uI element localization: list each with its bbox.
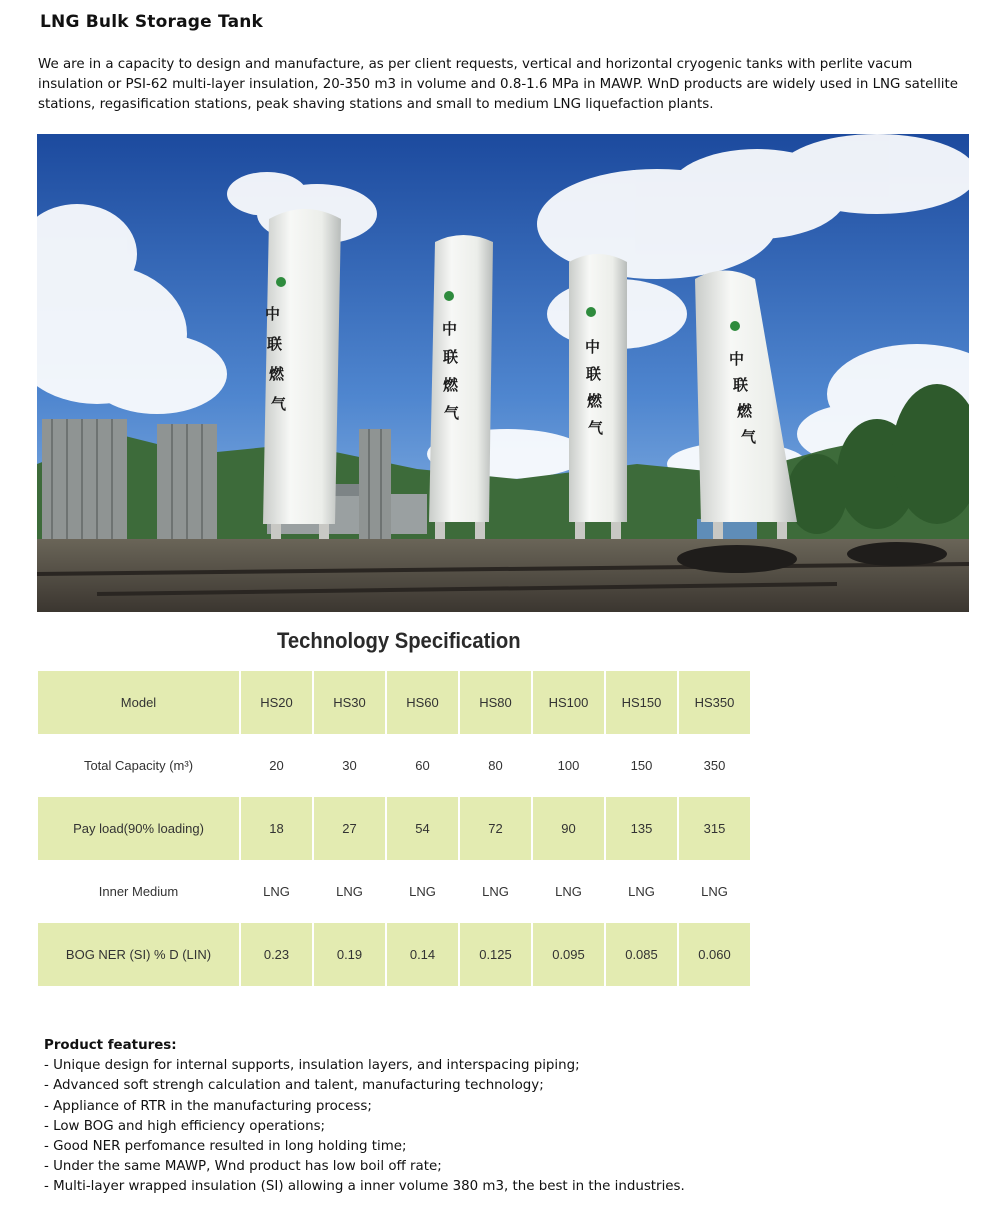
svg-text:燃: 燃 <box>737 402 753 420</box>
cell: 18 <box>241 797 314 860</box>
cell: 60 <box>387 734 460 797</box>
row-label: BOG NER (SI) % D (LIN) <box>38 923 241 986</box>
table-row <box>38 671 750 734</box>
cell: 80 <box>460 734 533 797</box>
list-item: - Multi-layer wrapped insulation (SI) allowing a inner volume 380 m3, the best in the industries. <box>44 1177 944 1197</box>
cell: HS150 <box>606 671 679 734</box>
svg-text:气: 气 <box>741 428 757 446</box>
row-label: Total Capacity (m³) <box>38 734 241 797</box>
cell: LNG <box>241 860 314 923</box>
svg-text:中: 中 <box>442 320 458 338</box>
cell: 0.125 <box>460 923 533 986</box>
svg-text:燃: 燃 <box>269 365 285 383</box>
cell: HS100 <box>533 671 606 734</box>
features-heading: Product features: <box>44 1038 177 1053</box>
table-row <box>38 923 750 986</box>
lng-tanks-photo <box>37 134 969 612</box>
page-title: LNG Bulk Storage Tank <box>40 12 264 32</box>
table-row <box>38 860 750 923</box>
cell: 0.085 <box>606 923 679 986</box>
cell: 100 <box>533 734 606 797</box>
svg-text:联: 联 <box>733 376 749 394</box>
tank-2 <box>429 235 493 544</box>
cell: LNG <box>533 860 606 923</box>
row-label: Inner Medium <box>38 860 241 923</box>
cell: 0.23 <box>241 923 314 986</box>
svg-text:气: 气 <box>588 419 604 437</box>
cell: HS80 <box>460 671 533 734</box>
cell: 0.060 <box>679 923 750 986</box>
spec-table <box>38 671 750 986</box>
list-item: - Unique design for internal supports, insulation layers, and interspacing piping; <box>44 1056 944 1076</box>
svg-text:联: 联 <box>443 348 459 366</box>
cell: 20 <box>241 734 314 797</box>
cell: 0.19 <box>314 923 387 986</box>
cell: 30 <box>314 734 387 797</box>
svg-text:中: 中 <box>585 338 601 356</box>
cell: LNG <box>606 860 679 923</box>
cell: LNG <box>679 860 750 923</box>
svg-text:气: 气 <box>444 404 460 422</box>
cell: 27 <box>314 797 387 860</box>
cell: 72 <box>460 797 533 860</box>
cell: 90 <box>533 797 606 860</box>
intro-paragraph: We are in a capacity to design and manufacture, as per client requests, vertical and horizontal cryogenic tanks with perlite vacum insulation or PSI-62 multi-layer insulation, 20-350 m3 in volume and 0.8-1.6 MPa in MAWP. WnD products are widely used in LNG satellite stations, regasification stations, peak shaving stations and small to medium LNG liquefaction plants. <box>38 57 959 112</box>
list-item: - Low BOG and high efficiency operations; <box>44 1117 944 1137</box>
cell: HS30 <box>314 671 387 734</box>
svg-text:燃: 燃 <box>587 392 603 410</box>
spec-title: Technology Specification <box>277 628 521 653</box>
cell: 150 <box>606 734 679 797</box>
list-item: - Appliance of RTR in the manufacturing process; <box>44 1097 944 1117</box>
cell: LNG <box>460 860 533 923</box>
list-item: - Good NER perfomance resulted in long holding time; <box>44 1137 944 1157</box>
cell: 54 <box>387 797 460 860</box>
cell: HS20 <box>241 671 314 734</box>
cell: 0.14 <box>387 923 460 986</box>
cell: LNG <box>314 860 387 923</box>
cell: 135 <box>606 797 679 860</box>
svg-text:燃: 燃 <box>443 376 459 394</box>
features-list <box>44 1056 944 1197</box>
cell: 315 <box>679 797 750 860</box>
table-row <box>38 734 750 797</box>
svg-text:联: 联 <box>586 365 602 383</box>
svg-text:中: 中 <box>265 305 281 323</box>
cell: 350 <box>679 734 750 797</box>
cell: HS350 <box>679 671 750 734</box>
cell: LNG <box>387 860 460 923</box>
svg-text:气: 气 <box>271 395 287 413</box>
product-features <box>44 1036 944 1198</box>
row-label: Model <box>38 671 241 734</box>
row-label: Pay load(90% loading) <box>38 797 241 860</box>
cell: HS60 <box>387 671 460 734</box>
list-item: - Advanced soft strengh calculation and talent, manufacturing technology; <box>44 1076 944 1096</box>
ground <box>37 539 969 612</box>
table-row <box>38 797 750 860</box>
svg-text:中: 中 <box>729 350 745 368</box>
cell: 0.095 <box>533 923 606 986</box>
svg-text:联: 联 <box>267 335 283 353</box>
list-item: - Under the same MAWP, Wnd product has low boil off rate; <box>44 1157 944 1177</box>
